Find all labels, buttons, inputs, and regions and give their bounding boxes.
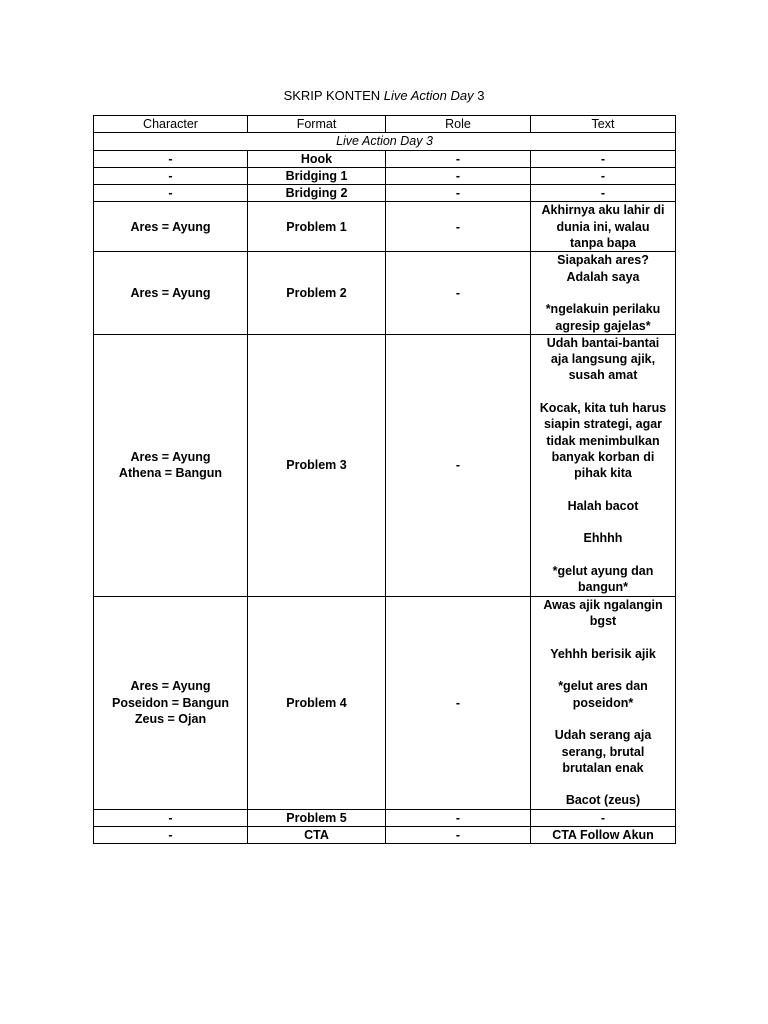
cell-character: - xyxy=(94,150,248,167)
table-row xyxy=(94,185,676,202)
table-row xyxy=(94,334,676,596)
cell-format: CTA xyxy=(248,827,386,844)
document-title xyxy=(0,88,768,104)
table-row xyxy=(94,252,676,334)
header-format: Format xyxy=(248,116,386,133)
script-table xyxy=(93,115,676,844)
cell-text: - xyxy=(531,150,676,167)
cell-role: - xyxy=(386,167,531,184)
cell-format: Problem 2 xyxy=(248,252,386,334)
cell-role: - xyxy=(386,596,531,809)
header-role: Role xyxy=(386,116,531,133)
cell-role: - xyxy=(386,185,531,202)
cell-format: Bridging 2 xyxy=(248,185,386,202)
cell-character: - xyxy=(94,809,248,826)
cell-text: - xyxy=(531,809,676,826)
cell-text: Udah bantai-bantai aja langsung ajik, susah amat Kocak, kita tuh harus siapin strategi, agar tidak menimbulkan banyak korban di pihak kita Halah bacot Ehhhh *gelut ayung dan bangun* xyxy=(531,334,676,596)
cell-text: Awas ajik ngalangin bgst Yehhh berisik ajik *gelut ares dan poseidon* Udah serang aja serang, brutal brutalan enak Bacot (zeus) xyxy=(531,596,676,809)
cell-role: - xyxy=(386,827,531,844)
table-row xyxy=(94,827,676,844)
header-row xyxy=(94,116,676,133)
cell-character: Ares = Ayung Athena = Bangun xyxy=(94,334,248,596)
cell-character: Ares = Ayung xyxy=(94,202,248,252)
table-row xyxy=(94,202,676,252)
header-text: Text xyxy=(531,116,676,133)
cell-text: - xyxy=(531,185,676,202)
cell-role: - xyxy=(386,202,531,252)
cell-role: - xyxy=(386,252,531,334)
title-suffix: 3 xyxy=(473,88,485,103)
cell-role: - xyxy=(386,150,531,167)
cell-text: Siapakah ares? Adalah saya *ngelakuin perilaku agresip gajelas* xyxy=(531,252,676,334)
cell-role: - xyxy=(386,809,531,826)
cell-format: Problem 3 xyxy=(248,334,386,596)
table-row xyxy=(94,167,676,184)
cell-character: - xyxy=(94,827,248,844)
table-row xyxy=(94,596,676,809)
cell-format: Problem 4 xyxy=(248,596,386,809)
table-row xyxy=(94,150,676,167)
cell-character: Ares = Ayung xyxy=(94,252,248,334)
section-label xyxy=(94,133,676,150)
cell-text: CTA Follow Akun xyxy=(531,827,676,844)
section-row xyxy=(94,133,676,150)
cell-character: Ares = Ayung Poseidon = Bangun Zeus = Ojan xyxy=(94,596,248,809)
cell-role: - xyxy=(386,334,531,596)
section-italic: Live Action Day xyxy=(336,134,423,149)
title-prefix: SKRIP KONTEN xyxy=(283,88,384,103)
section-suffix: 3 xyxy=(422,134,433,149)
title-italic: Live Action Day xyxy=(383,88,474,103)
cell-text: Akhirnya aku lahir di dunia ini, walau tanpa bapa xyxy=(531,202,676,252)
cell-format: Hook xyxy=(248,150,386,167)
cell-format: Problem 5 xyxy=(248,809,386,826)
cell-character: - xyxy=(94,167,248,184)
cell-format: Problem 1 xyxy=(248,202,386,252)
table-row xyxy=(94,809,676,826)
cell-character: - xyxy=(94,185,248,202)
cell-text: - xyxy=(531,167,676,184)
cell-format: Bridging 1 xyxy=(248,167,386,184)
header-character: Character xyxy=(94,116,248,133)
